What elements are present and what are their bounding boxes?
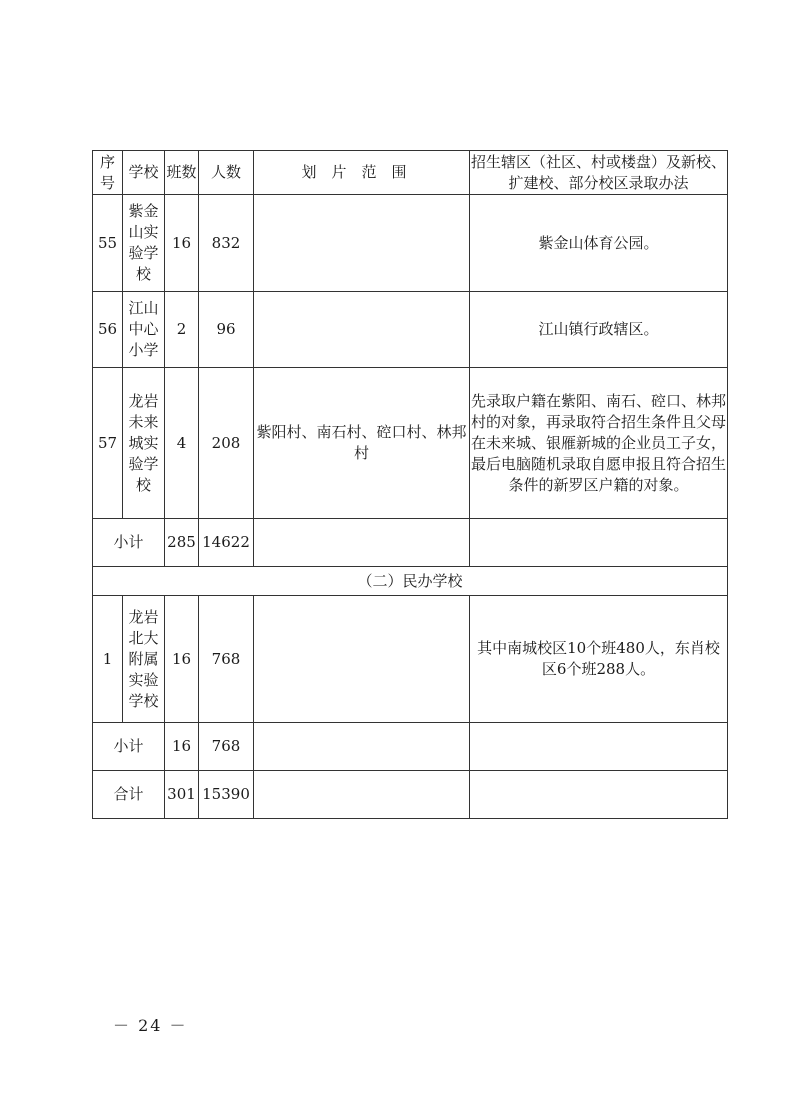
- section-private-title: （二）民办学校: [93, 567, 728, 596]
- row-students: 768: [199, 596, 254, 723]
- row-classes: 2: [165, 292, 199, 368]
- header-seq: 序号: [93, 151, 123, 195]
- row-enrollment: 先录取户籍在紫阳、南石、硿口、林邦村的对象，再录取符合招生条件且父母在未来城、银雁新城的企业员工子女，最后电脑随机录取自愿申报且符合招生条件的新罗区户籍的对象。: [470, 368, 728, 519]
- row-classes: 16: [165, 596, 199, 723]
- table-row: [93, 292, 728, 368]
- subtotal-enrollment-empty: [470, 519, 728, 567]
- subtotal-students: 14622: [199, 519, 254, 567]
- subtotal-classes: 285: [165, 519, 199, 567]
- header-students: 人数: [199, 151, 254, 195]
- row-seq: 1: [93, 596, 123, 723]
- subtotal-zoning-empty: [254, 519, 470, 567]
- row-students: 96: [199, 292, 254, 368]
- row-students: 208: [199, 368, 254, 519]
- table-row: [93, 195, 728, 292]
- total-enrollment-empty: [470, 771, 728, 819]
- row-seq: 56: [93, 292, 123, 368]
- table-row: [93, 368, 728, 519]
- enrollment-table: [92, 150, 728, 819]
- header-enrollment: 招生辖区（社区、村或楼盘）及新校、扩建校、部分校区录取办法: [470, 151, 728, 195]
- total-students: 15390: [199, 771, 254, 819]
- table-row: [93, 596, 728, 723]
- subtotal-row-private: [93, 723, 728, 771]
- header-school: 学校: [123, 151, 165, 195]
- total-label: 合计: [93, 771, 165, 819]
- row-school: 紫金山实验学校: [123, 195, 165, 292]
- row-zoning: [254, 292, 470, 368]
- row-school: 龙岩未来城实验学校: [123, 368, 165, 519]
- row-seq: 57: [93, 368, 123, 519]
- row-students: 832: [199, 195, 254, 292]
- subtotal-zoning-empty: [254, 723, 470, 771]
- subtotal-row-public: [93, 519, 728, 567]
- subtotal-enrollment-empty: [470, 723, 728, 771]
- total-row: [93, 771, 728, 819]
- total-zoning-empty: [254, 771, 470, 819]
- row-school: 龙岩北大附属实验学校: [123, 596, 165, 723]
- row-enrollment: 紫金山体育公园。: [470, 195, 728, 292]
- row-zoning: [254, 195, 470, 292]
- row-enrollment: 江山镇行政辖区。: [470, 292, 728, 368]
- row-enrollment: 其中南城校区10个班480人，东肖校区6个班288人。: [470, 596, 728, 723]
- subtotal-students: 768: [199, 723, 254, 771]
- subtotal-label: 小计: [93, 519, 165, 567]
- subtotal-label: 小计: [93, 723, 165, 771]
- total-classes: 301: [165, 771, 199, 819]
- row-classes: 4: [165, 368, 199, 519]
- row-zoning: [254, 596, 470, 723]
- row-zoning: 紫阳村、南石村、硿口村、林邦村: [254, 368, 470, 519]
- page-number: － 24 －: [113, 1016, 188, 1035]
- row-school: 江山中心小学: [123, 292, 165, 368]
- subtotal-classes: 16: [165, 723, 199, 771]
- section-row: [93, 567, 728, 596]
- header-zoning: 划片范围: [254, 151, 470, 195]
- header-classes: 班数: [165, 151, 199, 195]
- row-seq: 55: [93, 195, 123, 292]
- header-row: [93, 151, 728, 195]
- row-classes: 16: [165, 195, 199, 292]
